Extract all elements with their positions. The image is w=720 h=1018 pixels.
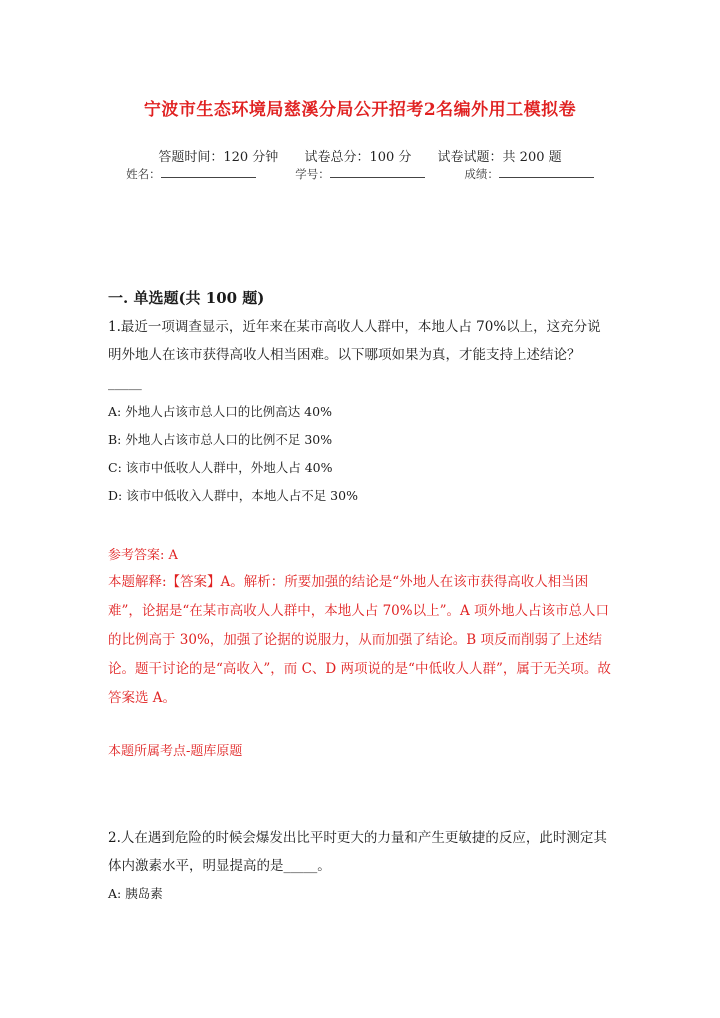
exam-meta: [0, 146, 720, 165]
grade-blank: [499, 167, 594, 178]
name-label: 姓名：: [126, 167, 161, 181]
student-info: [0, 166, 720, 182]
question-1-option-b: B: 外地人占该市总人口的比例不足 30%: [108, 432, 333, 447]
question-2-option-a: A: 胰岛素: [108, 886, 163, 901]
question-1-text: 1.最近一项调查显示，近年来在某市高收人人群中，本地人占 70%以上，这充分说明外地人在该市获得高收人相当困难。以下哪项如果为真，才能支持上述结论？_____: [108, 319, 601, 391]
question-1-explanation: 本题解释:【答案】A。解析：所要加强的结论是“外地人在该市获得高收人相当困难”，论据是“在某市高收人人群中，本地人占 70%以上”。A 项外地人占该市总人口的比例高于 30%，加强了论据的说服力，从而加强了结论。B 项反而削弱了上述结论。题干讨论的是“高收入”，而 C、D 两项说的是“中低收人人群”，属于无关项。故答案选 A。: [108, 574, 611, 706]
name-field: [126, 166, 256, 182]
question-1-option-c: C: 该市中低收人人群中，外地人占 40%: [108, 460, 333, 475]
question-1-option-d: D: 该市中低收入人群中，本地人占不足 30%: [108, 488, 358, 503]
question-1-point: 本题所属考点-题库原题: [108, 744, 243, 759]
id-field: [295, 166, 425, 182]
grade-label: 成绩：: [464, 167, 499, 181]
exam-total-score: 试卷总分：100 分: [304, 150, 412, 165]
question-1-option-a: A: 外地人占该市总人口的比例高达 40%: [108, 404, 332, 419]
question-2-text: 2.人在遇到危险的时候会爆发出比平时更大的力量和产生更敏捷的反应，此时测定其体内激素水平，明显提高的是_____。: [108, 830, 607, 874]
exam-title: 宁波市生态环境局慈溪分局公开招考2名编外用工模拟卷: [143, 100, 577, 120]
id-blank: [330, 167, 425, 178]
id-label: 学号：: [295, 167, 330, 181]
question-1-answer: 参考答案: A: [108, 548, 178, 563]
exam-question-count: 试卷试题：共 200 题: [437, 150, 562, 165]
section-title: 一. 单选题(共 100 题): [108, 289, 265, 307]
exam-time: 答题时间：120 分钟: [158, 150, 279, 165]
grade-field: [464, 166, 594, 182]
name-blank: [161, 167, 256, 178]
